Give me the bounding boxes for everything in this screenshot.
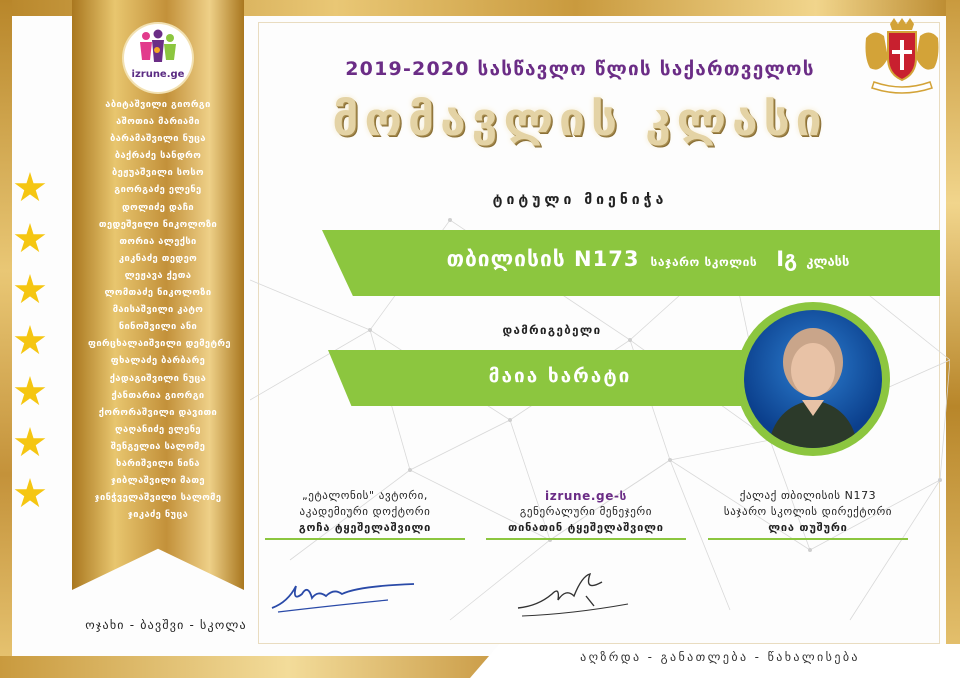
student-name: ჯინჭველაშვილი სალომე	[94, 492, 222, 504]
certificate-title: მომავლის კლასი	[332, 92, 828, 146]
student-name: ქორორაშვილი დავითი	[98, 406, 218, 418]
motto-family-child-school: ოჯახი - ბავშვი - სკოლა	[85, 618, 247, 632]
izrune-logo	[124, 24, 192, 92]
logo-text: izrune.ge	[131, 69, 185, 80]
star-icon	[14, 223, 46, 255]
star-icon	[14, 478, 46, 510]
signature-rule	[708, 538, 908, 540]
student-name: ჯიბლაშვილი მათე	[110, 475, 205, 487]
student-name: ბეჟუაშვილი სოსო	[111, 167, 205, 179]
student-names-list	[88, 96, 231, 523]
title-awarded-text: ტიტული მიენიჭა	[492, 192, 668, 208]
signature-rule	[486, 538, 686, 540]
school-city: თბილისის N173	[446, 247, 640, 271]
signature-block-author	[255, 488, 475, 540]
signature-block-manager	[476, 488, 696, 540]
student-list-panel	[88, 96, 231, 523]
student-name: შენგელია სალომე	[110, 440, 206, 452]
school-line	[368, 247, 928, 271]
student-name: ბაქრაძე სანდრო	[114, 150, 202, 162]
signature-role: ქალაქ თბილისის N173	[739, 489, 877, 502]
motto-upbringing-education: აღზრდა - განათლება - წახალისება	[580, 650, 860, 664]
signature-name: გოჩა ტყეშელაშვილი	[298, 521, 432, 534]
student-name: აბიტაშვილი გიორგი	[105, 99, 211, 110]
student-name: ლომთაძე ნიკოლოზი	[104, 287, 212, 299]
student-name: კიკნაძე თედეო	[118, 252, 198, 264]
student-name: ქანთარია გიორგი	[111, 389, 205, 401]
handwritten-signature-2	[512, 566, 632, 622]
student-name: ნინოშვილი ანი	[118, 321, 198, 333]
stars-column	[14, 172, 50, 529]
class-word: კლასს	[806, 255, 850, 270]
handwritten-signature-1	[268, 572, 418, 616]
signature-role: „ეტალონის" ავტორი,	[302, 489, 428, 502]
teacher-name: მაია ხარატი	[488, 365, 632, 387]
student-name: თედეშვილი ნიკოლოზი	[98, 218, 218, 230]
teacher-photo	[744, 310, 882, 448]
gold-frame-left	[0, 0, 12, 678]
student-name: ჯიკაძე ნუცა	[127, 509, 189, 521]
coat-of-arms-icon	[860, 18, 944, 98]
signature-name: ლია თუშური	[768, 521, 848, 534]
school-type: საჯარო სკოლის	[650, 255, 758, 269]
signature-block-director	[698, 488, 918, 540]
teacher-portrait-icon	[744, 310, 882, 448]
signature-title: აკადემიური დოქტორი	[299, 505, 431, 518]
signature-name: თინათინ ტყეშელაშვილი	[508, 521, 664, 534]
student-name: ფხალაძე ბარბარე	[110, 355, 206, 367]
student-name: ბარამაშვილი ნუცა	[110, 133, 206, 145]
star-icon	[14, 274, 46, 306]
year-heading: 2019-2020 სასწავლო წლის საქართველოს	[345, 58, 815, 80]
signature-role: izrune.ge-ს	[545, 489, 627, 503]
student-name: თორია ალექსი	[119, 235, 197, 247]
star-icon	[14, 172, 46, 204]
student-name: ღაღანიძე ელენე	[115, 423, 201, 435]
star-icon	[14, 325, 46, 357]
student-name: ფირცხალაიშვილი დემეტრე	[88, 338, 231, 350]
star-icon	[14, 376, 46, 408]
student-name: მაისაშვილი კატო	[112, 304, 204, 316]
signature-title: გენერალური მენეჯერი	[519, 505, 653, 518]
student-name: აშოთია მარიამი	[116, 116, 200, 128]
class-code: Iგ	[776, 247, 798, 271]
star-icon	[14, 427, 46, 459]
student-name: დოლიძე დაჩი	[121, 201, 195, 213]
student-name: გიორგაძე ელენე	[114, 184, 202, 196]
student-name: ლეჟავა ქეთა	[124, 269, 192, 281]
student-name: ქადაგიშვილი ნუცა	[109, 372, 207, 384]
family-figures-icon	[124, 24, 192, 92]
student-name: ხარიშვილი ნინა	[116, 457, 200, 469]
teacher-label: დამრიგებელი	[502, 323, 602, 337]
signature-rule	[265, 538, 465, 540]
signature-title: საჯარო სკოლის დირექტორი	[723, 505, 893, 518]
